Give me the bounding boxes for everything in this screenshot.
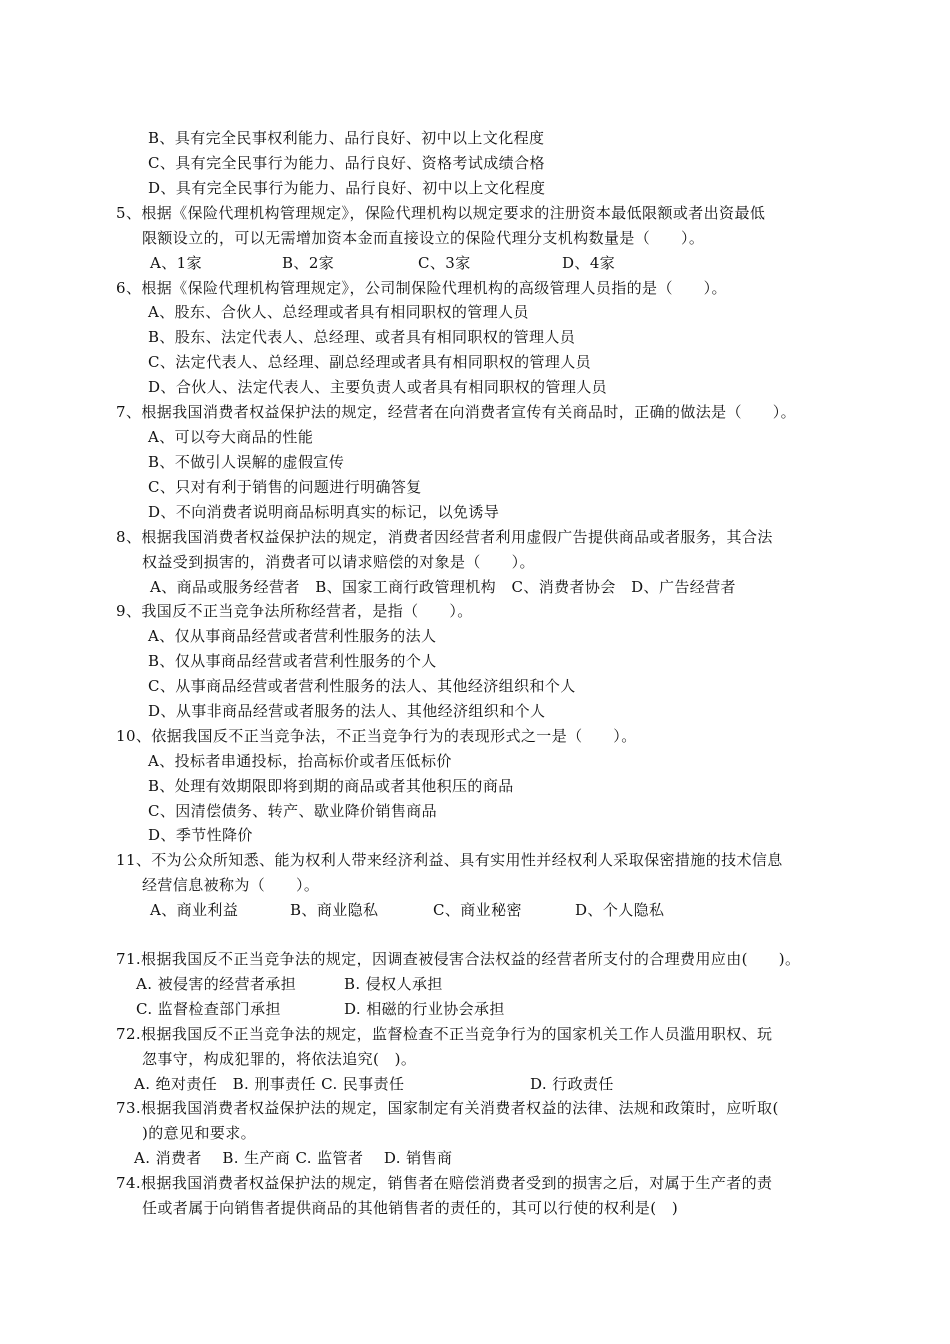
question-72-cont: 忽事守，构成犯罪的，将依法追究( )。 (142, 1050, 417, 1068)
question-73-cont: )的意见和要求。 (142, 1124, 257, 1142)
q7-option-a: A、可以夸大商品的性能 (148, 428, 314, 446)
question-8-cont: 权益受到损害的，消费者可以请求赔偿的对象是（ ）。 (142, 553, 535, 571)
q11-option-b: B、商业隐私 (290, 901, 379, 919)
q71-options-row2 (136, 999, 505, 1019)
q10-option-c: C、因清偿债务、转产、歇业降价销售商品 (148, 802, 438, 820)
q9-option-b: B、仅从事商品经营或者营利性服务的个人 (148, 652, 437, 670)
q10-option-a: A、投标者串通投标，抬高标价或者压低标价 (148, 752, 452, 770)
question-11-cont: 经营信息被称为（ ）。 (142, 876, 320, 894)
q6-option-c: C、法定代表人、总经理、副总经理或者具有相同职权的管理人员 (148, 353, 592, 371)
q7-option-b: B、不做引人误解的虚假宣传 (148, 453, 345, 471)
question-72: 72.根据我国反不正当竞争法的规定，监督检查不正当竞争行为的国家机关工作人员滥用职权、玩 (116, 1025, 773, 1043)
q5-option-a: A、1家 (150, 254, 202, 272)
question-9: 9、我国反不正当竞争法所称经营者，是指（ ）。 (116, 602, 473, 620)
q72-options (134, 1074, 614, 1094)
q9-option-a: A、仅从事商品经营或者营利性服务的法人 (148, 627, 437, 645)
q10-option-b: B、处理有效期限即将到期的商品或者其他积压的商品 (148, 777, 514, 795)
q10-option-d: D、季节性降价 (148, 826, 253, 844)
question-73: 73.根据我国消费者权益保护法的规定，国家制定有关消费者权益的法律、法规和政策时，应听取( (116, 1099, 779, 1117)
q7-option-c: C、只对有利于销售的问题进行明确答复 (148, 478, 422, 496)
q5-options (150, 253, 615, 273)
q71-option-b: B. 侵权人承担 (344, 975, 443, 993)
q71-option-c: C. 监督检查部门承担 (136, 1000, 281, 1018)
q11-option-a: A、商业利益 (150, 901, 239, 919)
q71-option-d: D. 相磁的行业协会承担 (344, 1000, 505, 1018)
question-74-cont: 任或者属于向销售者提供商品的其他销售者的责任的，其可以行使的权利是( ) (142, 1199, 679, 1217)
q8-options: A、商品或服务经营者 B、国家工商行政管理机构 C、消费者协会 D、广告经营者 (150, 578, 736, 596)
q4-option-c: C、具有完全民事行为能力、品行良好、资格考试成绩合格 (148, 154, 545, 172)
question-10: 10、依据我国反不正当竞争法，不正当竞争行为的表现形式之一是（ ）。 (116, 727, 637, 745)
question-7: 7、根据我国消费者权益保护法的规定，经营者在向消费者宣传有关商品时，正确的做法是（ ）。 (116, 403, 797, 421)
q73-options: A. 消费者 B. 生产商 C. 监管者 D. 销售商 (134, 1149, 453, 1167)
q6-option-b: B、股东、法定代表人、总经理、或者具有相同职权的管理人员 (148, 328, 576, 346)
question-5: 5、根据《保险代理机构管理规定》，保险代理机构以规定要求的注册资本最低限额或者出资最低 (116, 204, 766, 222)
question-74: 74.根据我国消费者权益保护法的规定，销售者在赔偿消费者受到的损害之后，对属于生产者的责 (116, 1174, 773, 1192)
question-6: 6、根据《保险代理机构管理规定》，公司制保险代理机构的高级管理人员指的是（ ）。 (116, 279, 727, 297)
question-11: 11、不为公众所知悉、能为权利人带来经济利益、具有实用性并经权利人采取保密措施的技术信息 (116, 851, 783, 869)
q5-option-b: B、2家 (282, 254, 335, 272)
question-8: 8、根据我国消费者权益保护法的规定，消费者因经营者利用虚假广告提供商品或者服务，其合法 (116, 528, 773, 546)
q5-option-d: D、4家 (562, 254, 616, 272)
q6-option-d: D、合伙人、法定代表人、主要负责人或者具有相同职权的管理人员 (148, 378, 608, 396)
q72-option-d: D. 行政责任 (530, 1075, 614, 1093)
q9-option-d: D、从事非商品经营或者服务的法人、其他经济组织和个人 (148, 702, 546, 720)
q11-options (150, 900, 664, 920)
q71-options-row1 (136, 974, 443, 994)
question-5-cont: 限额设立的，可以无需增加资本金而直接设立的保险代理分支机构数量是（ ）。 (142, 229, 705, 247)
q11-option-d: D、个人隐私 (575, 901, 665, 919)
q7-option-d: D、不向消费者说明商品标明真实的标记，以免诱导 (148, 503, 500, 521)
q11-option-c: C、商业秘密 (433, 901, 522, 919)
q6-option-a: A、股东、合伙人、总经理或者具有相同职权的管理人员 (148, 303, 529, 321)
q72-options-abc: A. 绝对责任 B. 刑事责任 C. 民事责任 (134, 1075, 405, 1093)
q4-option-b: B、具有完全民事权利能力、品行良好、初中以上文化程度 (148, 129, 545, 147)
q71-option-a: A. 被侵害的经营者承担 (136, 975, 297, 993)
q5-option-c: C、3家 (418, 254, 471, 272)
question-71: 71.根据我国反不正当竞争法的规定，因调查被侵害合法权益的经营者所支付的合理费用应由( )。 (116, 950, 801, 968)
q9-option-c: C、从事商品经营或者营利性服务的法人、其他经济组织和个人 (148, 677, 576, 695)
q4-option-d: D、具有完全民事行为能力、品行良好、初中以上文化程度 (148, 179, 546, 197)
